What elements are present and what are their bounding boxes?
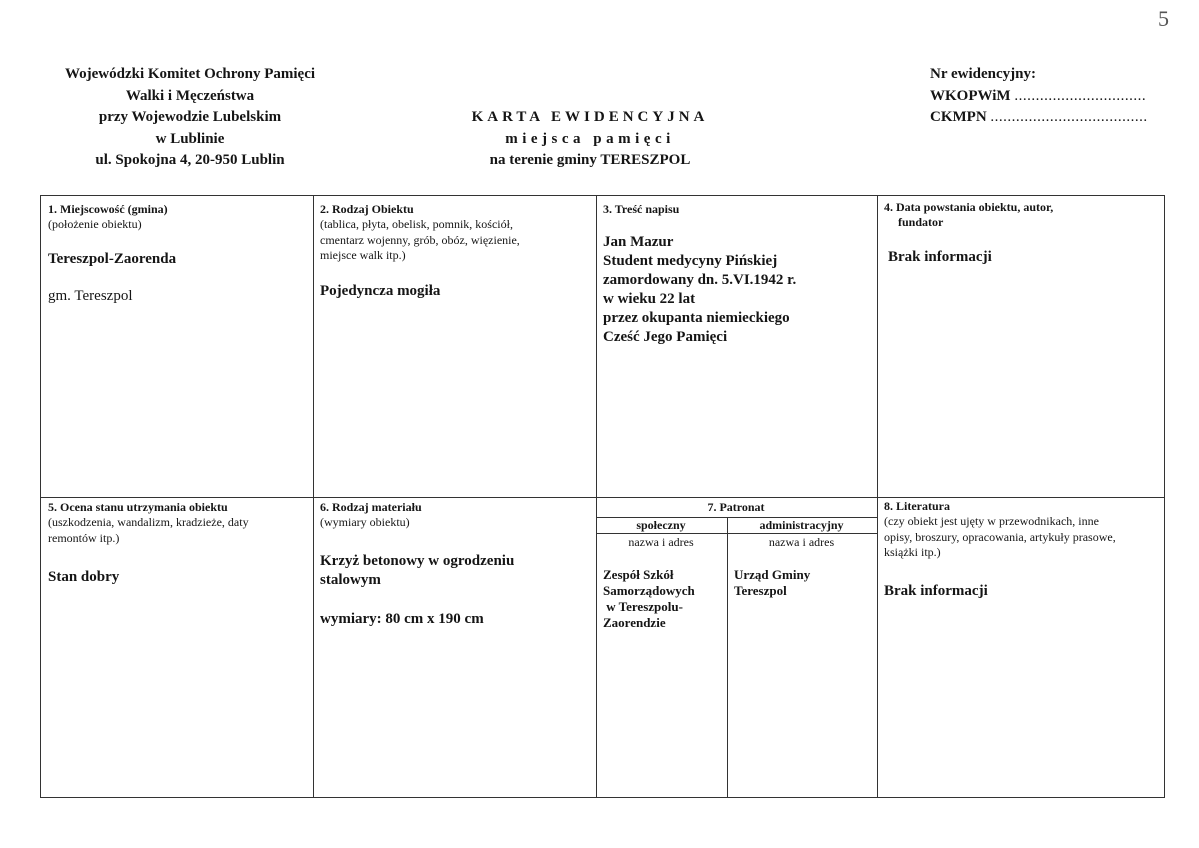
table-divider <box>41 497 1164 498</box>
patronage-social-line: Zespół Szkół <box>603 567 674 582</box>
cell-inscription <box>603 202 873 217</box>
cell-object-type <box>320 202 590 264</box>
registry-ckmpn-label: CKMPN <box>930 109 987 125</box>
committee-line: Wojewódzki Komitet Ochrony Pamięci <box>64 66 316 82</box>
cell-condition-sub: (uszkodzenia, wandalizm, kradzieże, daty <box>48 515 249 529</box>
registry-ckmpn-field[interactable]: ..................................... <box>990 109 1148 125</box>
card-title-main: KARTA EWIDENCYJNA <box>471 109 709 125</box>
cell-object-type-title: 2. Rodzaj Obiektu <box>320 202 414 216</box>
table-divider <box>596 533 877 534</box>
material-line: stalowym <box>320 572 381 588</box>
committee-line: przy Wojewodzie Lubelskim <box>98 109 282 125</box>
condition-value: Stan dobry <box>48 569 120 585</box>
cell-origin <box>884 200 1154 230</box>
patronage-admin-line: Urząd Gminy <box>734 567 811 582</box>
patronage-social-line: Samorządowych <box>603 583 695 598</box>
cell-location-title: 1. Miejscowość (gmina) <box>48 202 168 216</box>
cell-object-type-sub: miejsce walk itp.) <box>320 248 406 262</box>
material-line: Krzyż betonowy w ogrodzeniu <box>320 553 515 569</box>
inscription-line: w wieku 22 lat <box>603 291 696 307</box>
patronage-admin-line: Tereszpol <box>734 583 787 598</box>
cell-literature-title: 8. Literatura <box>884 499 950 513</box>
inscription-line: Jan Mazur <box>603 234 674 250</box>
cell-location <box>48 202 308 233</box>
committee-line: Walki i Męczeństwa <box>125 87 255 104</box>
patronage-social-sub: nazwa i adres <box>628 535 694 549</box>
registry-label: Nr ewidencyjny: <box>930 66 1036 82</box>
cell-condition-sub: remontów itp.) <box>48 530 120 545</box>
cell-object-type-sub: cmentarz wojenny, grób, obóz, więzienie, <box>320 232 520 247</box>
inscription-line: przez okupanta niemieckiego <box>603 310 790 326</box>
material-value <box>320 552 590 590</box>
table-divider <box>727 517 728 797</box>
cell-origin-title: fundator <box>898 215 944 229</box>
cell-material-title: 6. Rodzaj materiału <box>320 500 422 514</box>
registry-wkopwim-label: WKOPWiM <box>930 87 1011 104</box>
patronage-social-line: w Tereszpolu- <box>603 599 683 614</box>
object-type-value: Pojedyncza mogiła <box>320 283 441 299</box>
municipality-value: gm. Tereszpol <box>48 288 133 304</box>
card-title-municipality: na terenie gminy TERESZPOL <box>489 152 691 168</box>
cell-literature-sub: opisy, broszury, opracowania, artykuły prasowe, <box>884 529 1116 544</box>
cell-material-sub: (wymiary obiektu) <box>320 515 410 529</box>
cell-object-type-sub: (tablica, płyta, obelisk, pomnik, kościół, <box>320 217 513 231</box>
patronage-admin-sub: nazwa i adres <box>768 535 835 549</box>
committee-line: ul. Spokojna 4, 20-950 Lublin <box>95 152 285 168</box>
literature-value: Brak informacji <box>884 583 988 599</box>
committee-header <box>20 64 360 172</box>
cell-patronage-title: 7. Patronat <box>707 500 765 514</box>
committee-line: w Lublinie <box>155 130 225 147</box>
cell-origin-title: 4. Data powstania obiektu, autor, <box>884 200 1054 214</box>
cell-condition <box>48 500 313 546</box>
cell-location-sub: (położenie obiektu) <box>48 217 142 231</box>
patronage-social-head: społeczny <box>636 518 686 532</box>
registry-wkopwim-field[interactable]: ............................... <box>1014 87 1147 104</box>
cell-inscription-title: 3. Treść napisu <box>603 202 680 216</box>
cell-literature-sub: (czy obiekt jest ujęty w przewodnikach, inne <box>884 514 1099 528</box>
cell-literature-sub: książki itp.) <box>884 545 941 559</box>
cell-material <box>320 500 590 531</box>
patronage-social-value <box>603 567 725 631</box>
card-title-sub: miejsca pamięci <box>505 130 675 147</box>
cell-literature <box>884 499 1162 561</box>
location-value: Tereszpol-Zaorenda <box>48 251 177 267</box>
inscription-line: Student medycyny Pińskiej <box>603 253 778 269</box>
cell-condition-title: 5. Ocena stanu utrzymania obiektu <box>48 500 228 514</box>
registry-block <box>930 64 1190 129</box>
inscription-line: Cześć Jego Pamięci <box>603 329 728 345</box>
patronage-admin-head: administracyjny <box>759 518 844 532</box>
inscription-line: zamordowany dn. 5.VI.1942 r. <box>603 272 797 288</box>
patronage-admin-value <box>734 567 869 599</box>
patronage-social-line: Zaorendzie <box>603 615 666 630</box>
inscription-text <box>603 233 873 347</box>
card-title <box>420 107 760 172</box>
dimensions-value: wymiary: 80 cm x 190 cm <box>320 611 484 627</box>
origin-value: Brak informacji <box>888 249 992 265</box>
page-number-mark: 5 <box>1158 6 1169 31</box>
